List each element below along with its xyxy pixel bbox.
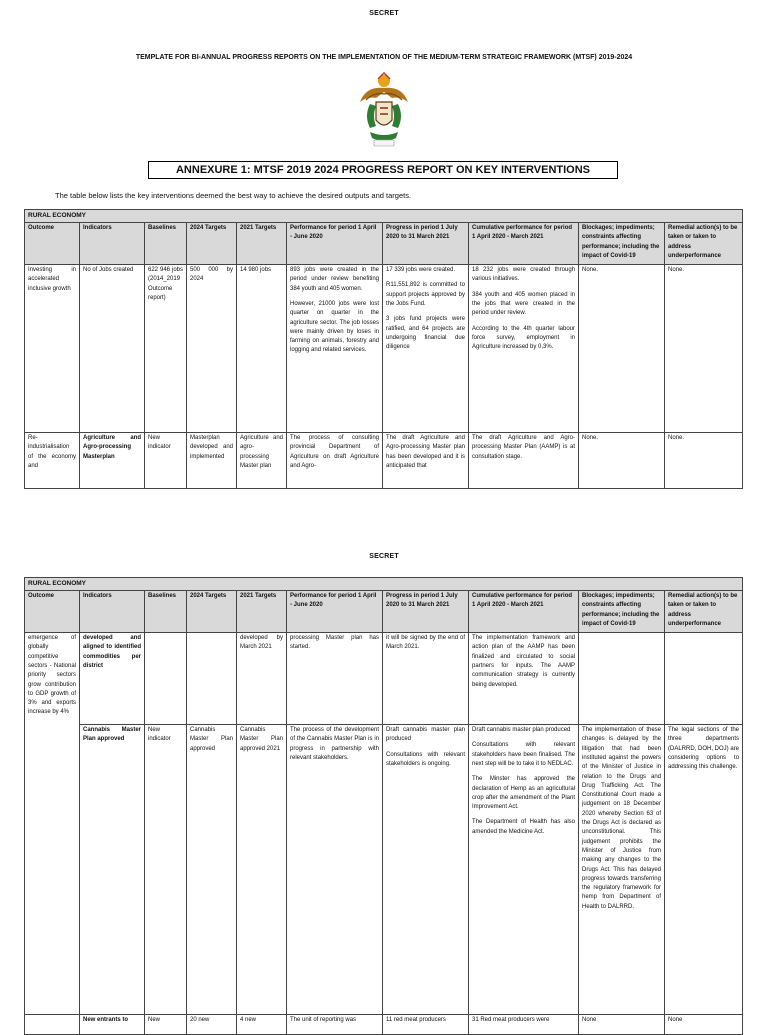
cell-cumulative: The draft Agriculture and Agro-processing Master Plan (AAMP) is at consultation stage.: [469, 433, 579, 489]
cell-outcome: emergence of globally competitive sectors - National priority sectors grow contribution to GDP growth of 3% and exports increase by 4%: [25, 633, 80, 1015]
cell-performance: The process of the development of the Cannabis Master Plan is in progress in partnership with relevant stakeholders.: [287, 725, 383, 1015]
section-row: [25, 210, 743, 223]
cell-remedial: The legal sections of the three departments (DALRRD, DOH, DOJ) are considering options to addressing this challenge.: [665, 725, 743, 1015]
section-label: RURAL ECONOMY: [25, 210, 743, 223]
cell-blockages: [579, 633, 665, 725]
cell-outcome: Re-industrialisation of the economy and: [25, 433, 80, 489]
paragraph: R11,551,892 is committed to support projects approved by the Jobs Fund.: [386, 282, 465, 307]
cell-remedial: [665, 633, 743, 725]
paragraph: However, 21000 jobs were lost quarter on quarter in the agriculture sector. The job losses were mainly driven by loses in farming on animals, forestry and logging and related services.: [290, 300, 379, 354]
paragraph: The Department of Health has also amended the Medicine Act.: [472, 819, 575, 835]
header-performance-q1: Performance for period 1 April - June 2020: [287, 591, 383, 633]
classification-label-top: SECRET: [369, 10, 399, 17]
header-outcome: Outcome: [25, 223, 80, 265]
table-row: [25, 1015, 743, 1035]
header-2021-targets: 2021 Targets: [237, 223, 287, 265]
cell-target-2021: Cannabis Master Plan approved 2021: [237, 725, 287, 1015]
cell-target-2021: developed by March 2021: [237, 633, 287, 725]
cell-blockages: None.: [579, 433, 665, 489]
cell-target-2021: 14 980 jobs: [237, 265, 287, 433]
cell-indicator: New entrants to: [80, 1015, 145, 1035]
progress-table-page-2: [24, 577, 743, 1035]
paragraph: The Minster has approved the declaration of Hemp as an agricultural crop after the amendment of the Plant Improvement Act.: [472, 776, 575, 811]
cell-progress: [383, 265, 469, 433]
header-row: [25, 591, 743, 633]
header-2024-targets: 2024 Targets: [187, 591, 237, 633]
header-performance-q1: Performance for period 1 April - June 2020: [287, 223, 383, 265]
paragraph: 893 jobs were created in the period under review benefiting 384 youth and 405 women.: [290, 267, 379, 292]
header-2021-targets: 2021 Targets: [237, 591, 287, 633]
cell-blockages: The implementation of these changes is delayed by the litigation that had been instituted against the powers of the Minister of Justice in relation to the Drugs and Drug Trafficking Act. The Constitutional Court made a judgement on 18 December 2020 whereby Section 63 of the Drugs Act is declared as unconstitutional. This judgement prohibits the Minister of Justice from making any changes to the Drugs Act. This has delayed progress towards transferring the regulatory framework for hemp from Department of Health to DALRRD.: [579, 725, 665, 1015]
cell-blockages: None.: [579, 265, 665, 433]
section-label: RURAL ECONOMY: [25, 578, 743, 591]
table-row: [25, 633, 743, 725]
paragraph: Consultations with relevant stakeholders is ongoing.: [386, 751, 465, 767]
cell-target-2024: Cannabis Master Plan approved: [187, 725, 237, 1015]
header-blockages: Blockages; impediments; constraints affecting performance; including the impact of Covid-19: [579, 591, 665, 633]
table-row: [25, 725, 743, 1015]
cell-cumulative: [469, 265, 579, 433]
header-baselines: Baselines: [145, 223, 187, 265]
header-outcome: Outcome: [25, 591, 80, 633]
cell-indicator: developed and aligned to identified commodities per district: [80, 633, 145, 725]
paragraph: Draft cannabis master plan produced: [386, 727, 465, 743]
header-indicators: Indicators: [80, 223, 145, 265]
header-2024-targets: 2024 Targets: [187, 223, 237, 265]
header-remedial: Remedial action(s) to be taken or taken to address underperformance: [665, 591, 743, 633]
cell-baseline: [145, 633, 187, 725]
cell-target-2021: 4 new: [237, 1015, 287, 1035]
cell-performance: The unit of reporting was: [287, 1015, 383, 1035]
header-cumulative: Cumulative performance for period 1 April 2020 - March 2021: [469, 591, 579, 633]
cell-progress: 11 red meat producers: [383, 1015, 469, 1035]
section-row: [25, 578, 743, 591]
cell-remedial: None: [665, 1015, 743, 1035]
paragraph: Consultations with relevant stakeholders have been finalised. The next step will be to take it to NEDLAC.: [472, 742, 575, 767]
cell-cumulative: [469, 725, 579, 1015]
cell-progress: The draft Agriculture and Agro-processing Master plan has been developed and it is anticipated that: [383, 433, 469, 489]
cell-indicator: Agriculture and Agro-processing Masterplan: [80, 433, 145, 489]
paragraph: Draft cannabis master plan produced: [472, 727, 571, 734]
cell-target-2024: 500 000 by 2024: [187, 265, 237, 433]
header-baselines: Baselines: [145, 591, 187, 633]
header-remedial: Remedial action(s) to be taken or taken to address underperformance: [665, 223, 743, 265]
cell-cumulative: 31 Red meat producers were: [469, 1015, 579, 1035]
cell-baseline: 622 946 jobs (2014_2019 Outcome report): [145, 265, 187, 433]
cell-indicator: No of Jobs created: [80, 265, 145, 433]
cell-target-2024: Masterplan developed and implemented: [187, 433, 237, 489]
annexure-title: ANNEXURE 1: MTSF 2019 2024 PROGRESS REPORT ON KEY INTERVENTIONS: [148, 161, 618, 179]
cell-outcome: Investing in accelerated inclusive growth: [25, 265, 80, 433]
cell-baseline: New indicator: [145, 725, 187, 1015]
paragraph: 18 232 jobs were created through various initiatives.: [472, 267, 575, 283]
cell-remedial: None.: [665, 265, 743, 433]
cell-blockages: None: [579, 1015, 665, 1035]
cell-target-2024: 20 new: [187, 1015, 237, 1035]
header-progress: Progress in period 1 July 2020 to 31 March 2021: [383, 591, 469, 633]
header-indicators: Indicators: [80, 591, 145, 633]
table-row: [25, 433, 743, 489]
paragraph: 3 jobs fund projects were ratified, and 64 projects are undergoing financial due diligence: [386, 316, 465, 351]
cell-baseline: New indicator: [145, 433, 187, 489]
cell-target-2021: Agriculture and agro-processing Master plan: [237, 433, 287, 489]
paragraph: 17 339 jobs were created.: [386, 267, 456, 274]
cell-cumulative: The implementation framework and action plan of the AAMP has been finalized and circulated to social partners for inputs. The AAMP communication strategy is currently being developed.: [469, 633, 579, 725]
paragraph: 384 youth and 405 women placed in the jobs that were created in the period under review.: [472, 291, 575, 317]
header-cumulative: Cumulative performance for period 1 April 2020 - March 2021: [469, 223, 579, 265]
coat-of-arms-icon: [356, 72, 412, 152]
classification-label-page-2: SECRET: [369, 553, 399, 560]
cell-target-2024: [187, 633, 237, 725]
template-title: TEMPLATE FOR BI-ANNUAL PROGRESS REPORTS ON THE IMPLEMENTATION OF THE MEDIUM-TERM STRATEGIC FRAMEWORK (MTSF) 2019-2024: [135, 54, 633, 61]
header-blockages: Blockages; impediments; constraints affecting performance; including the impact of Covid-19: [579, 223, 665, 265]
cell-performance: [287, 265, 383, 433]
cell-performance: processing Master plan has started.: [287, 633, 383, 725]
header-progress: Progress in period 1 July 2020 to 31 March 2021: [383, 223, 469, 265]
header-row: [25, 223, 743, 265]
paragraph: According to the 4th quarter labour force survey, employment in Agriculture increased by 0,3%.: [472, 325, 575, 351]
table-row: [25, 265, 743, 433]
cell-outcome: [25, 1015, 80, 1035]
cell-baseline: New: [145, 1015, 187, 1035]
cell-progress: [383, 725, 469, 1015]
cell-progress: it will be signed by the end of March 2021.: [383, 633, 469, 725]
cell-performance: The process of consulting provincial Department of Agriculture on draft Agriculture and Agro-: [287, 433, 383, 489]
progress-table-page-1: [24, 209, 743, 489]
cell-indicator: Cannabis Master Plan approved: [80, 725, 145, 1015]
intro-text: The table below lists the key interventions deemed the best way to achieve the desired outputs and targets.: [55, 191, 412, 200]
cell-remedial: None.: [665, 433, 743, 489]
